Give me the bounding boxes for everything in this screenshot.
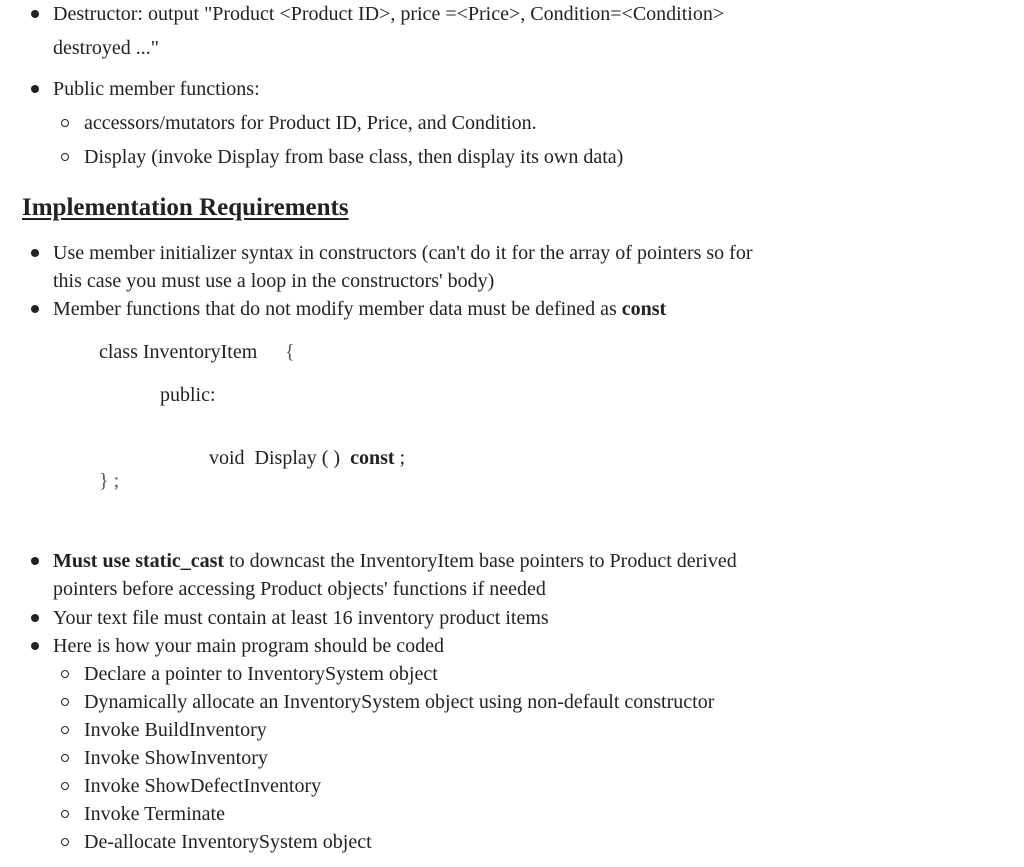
bullet-member-initializer bbox=[31, 249, 39, 257]
circle-bullet-step-6 bbox=[61, 810, 69, 818]
main-program-item: Here is how your main program should be coded bbox=[53, 635, 445, 657]
text-file-item: Your text file must contain at least 16 inventory product items bbox=[53, 607, 549, 629]
display-item: Display (invoke Display from base class, then display its own data) bbox=[84, 146, 624, 168]
static-cast-line-2: pointers before accessing Product objects' functions if needed bbox=[53, 578, 546, 600]
main-step-terminate: Invoke Terminate bbox=[84, 803, 225, 825]
circle-bullet-step-3 bbox=[61, 726, 69, 734]
static-cast-bold: Must use static_cast bbox=[53, 550, 225, 572]
code-method-const: const bbox=[350, 447, 395, 469]
member-initializer-line-1: Use member initializer syntax in constructors (can't do it for the array of pointers so for bbox=[53, 242, 753, 264]
destructor-line-1: Destructor: output "Product <Product ID>, price =<Price>, Condition=<Condition> bbox=[53, 3, 725, 25]
circle-bullet-step-4 bbox=[61, 754, 69, 762]
code-close-brace: } ; bbox=[99, 470, 120, 492]
code-method-declaration bbox=[199, 428, 405, 468]
circle-bullet-display bbox=[61, 153, 69, 161]
code-method-end: ; bbox=[394, 447, 406, 469]
bullet-static-cast bbox=[31, 557, 39, 565]
circle-bullet-step-5 bbox=[61, 782, 69, 790]
destructor-line-2: destroyed ..." bbox=[53, 37, 159, 59]
bullet-main-program bbox=[31, 642, 39, 650]
code-method-text: void Display ( ) bbox=[209, 447, 351, 469]
bullet-text-file bbox=[31, 614, 39, 622]
main-step-show-inventory: Invoke ShowInventory bbox=[84, 747, 268, 769]
circle-bullet-step-7 bbox=[61, 838, 69, 846]
code-open-brace: { bbox=[285, 341, 295, 363]
public-member-functions-label: Public member functions: bbox=[53, 78, 260, 100]
main-step-declare-pointer: Declare a pointer to InventorySystem object bbox=[84, 663, 438, 685]
main-step-show-defect-inventory: Invoke ShowDefectInventory bbox=[84, 775, 322, 797]
const-keyword: const bbox=[621, 298, 667, 320]
circle-bullet-accessors bbox=[61, 119, 69, 127]
static-cast-line-1 bbox=[53, 551, 737, 571]
const-functions-item bbox=[53, 299, 666, 319]
circle-bullet-step-1 bbox=[61, 670, 69, 678]
main-step-build-inventory: Invoke BuildInventory bbox=[84, 719, 267, 741]
accessors-item: accessors/mutators for Product ID, Price, and Condition. bbox=[84, 112, 537, 134]
bullet-public-member-functions bbox=[31, 85, 39, 93]
main-step-allocate: Dynamically allocate an InventorySystem object using non-default constructor bbox=[84, 691, 715, 713]
static-cast-rest: to downcast the InventoryItem base pointers to Product derived bbox=[224, 550, 737, 572]
bullet-const-functions bbox=[31, 305, 39, 313]
bullet-destructor bbox=[31, 10, 39, 18]
code-class-declaration: class InventoryItem bbox=[99, 341, 258, 363]
main-step-deallocate: De-allocate InventorySystem object bbox=[84, 831, 372, 853]
code-public-label: public: bbox=[160, 384, 216, 406]
circle-bullet-step-2 bbox=[61, 698, 69, 706]
member-initializer-line-2: this case you must use a loop in the constructors' body) bbox=[53, 270, 495, 292]
const-functions-text: Member functions that do not modify member data must be defined as bbox=[53, 298, 622, 320]
implementation-heading: Implementation Requirements bbox=[22, 194, 349, 221]
